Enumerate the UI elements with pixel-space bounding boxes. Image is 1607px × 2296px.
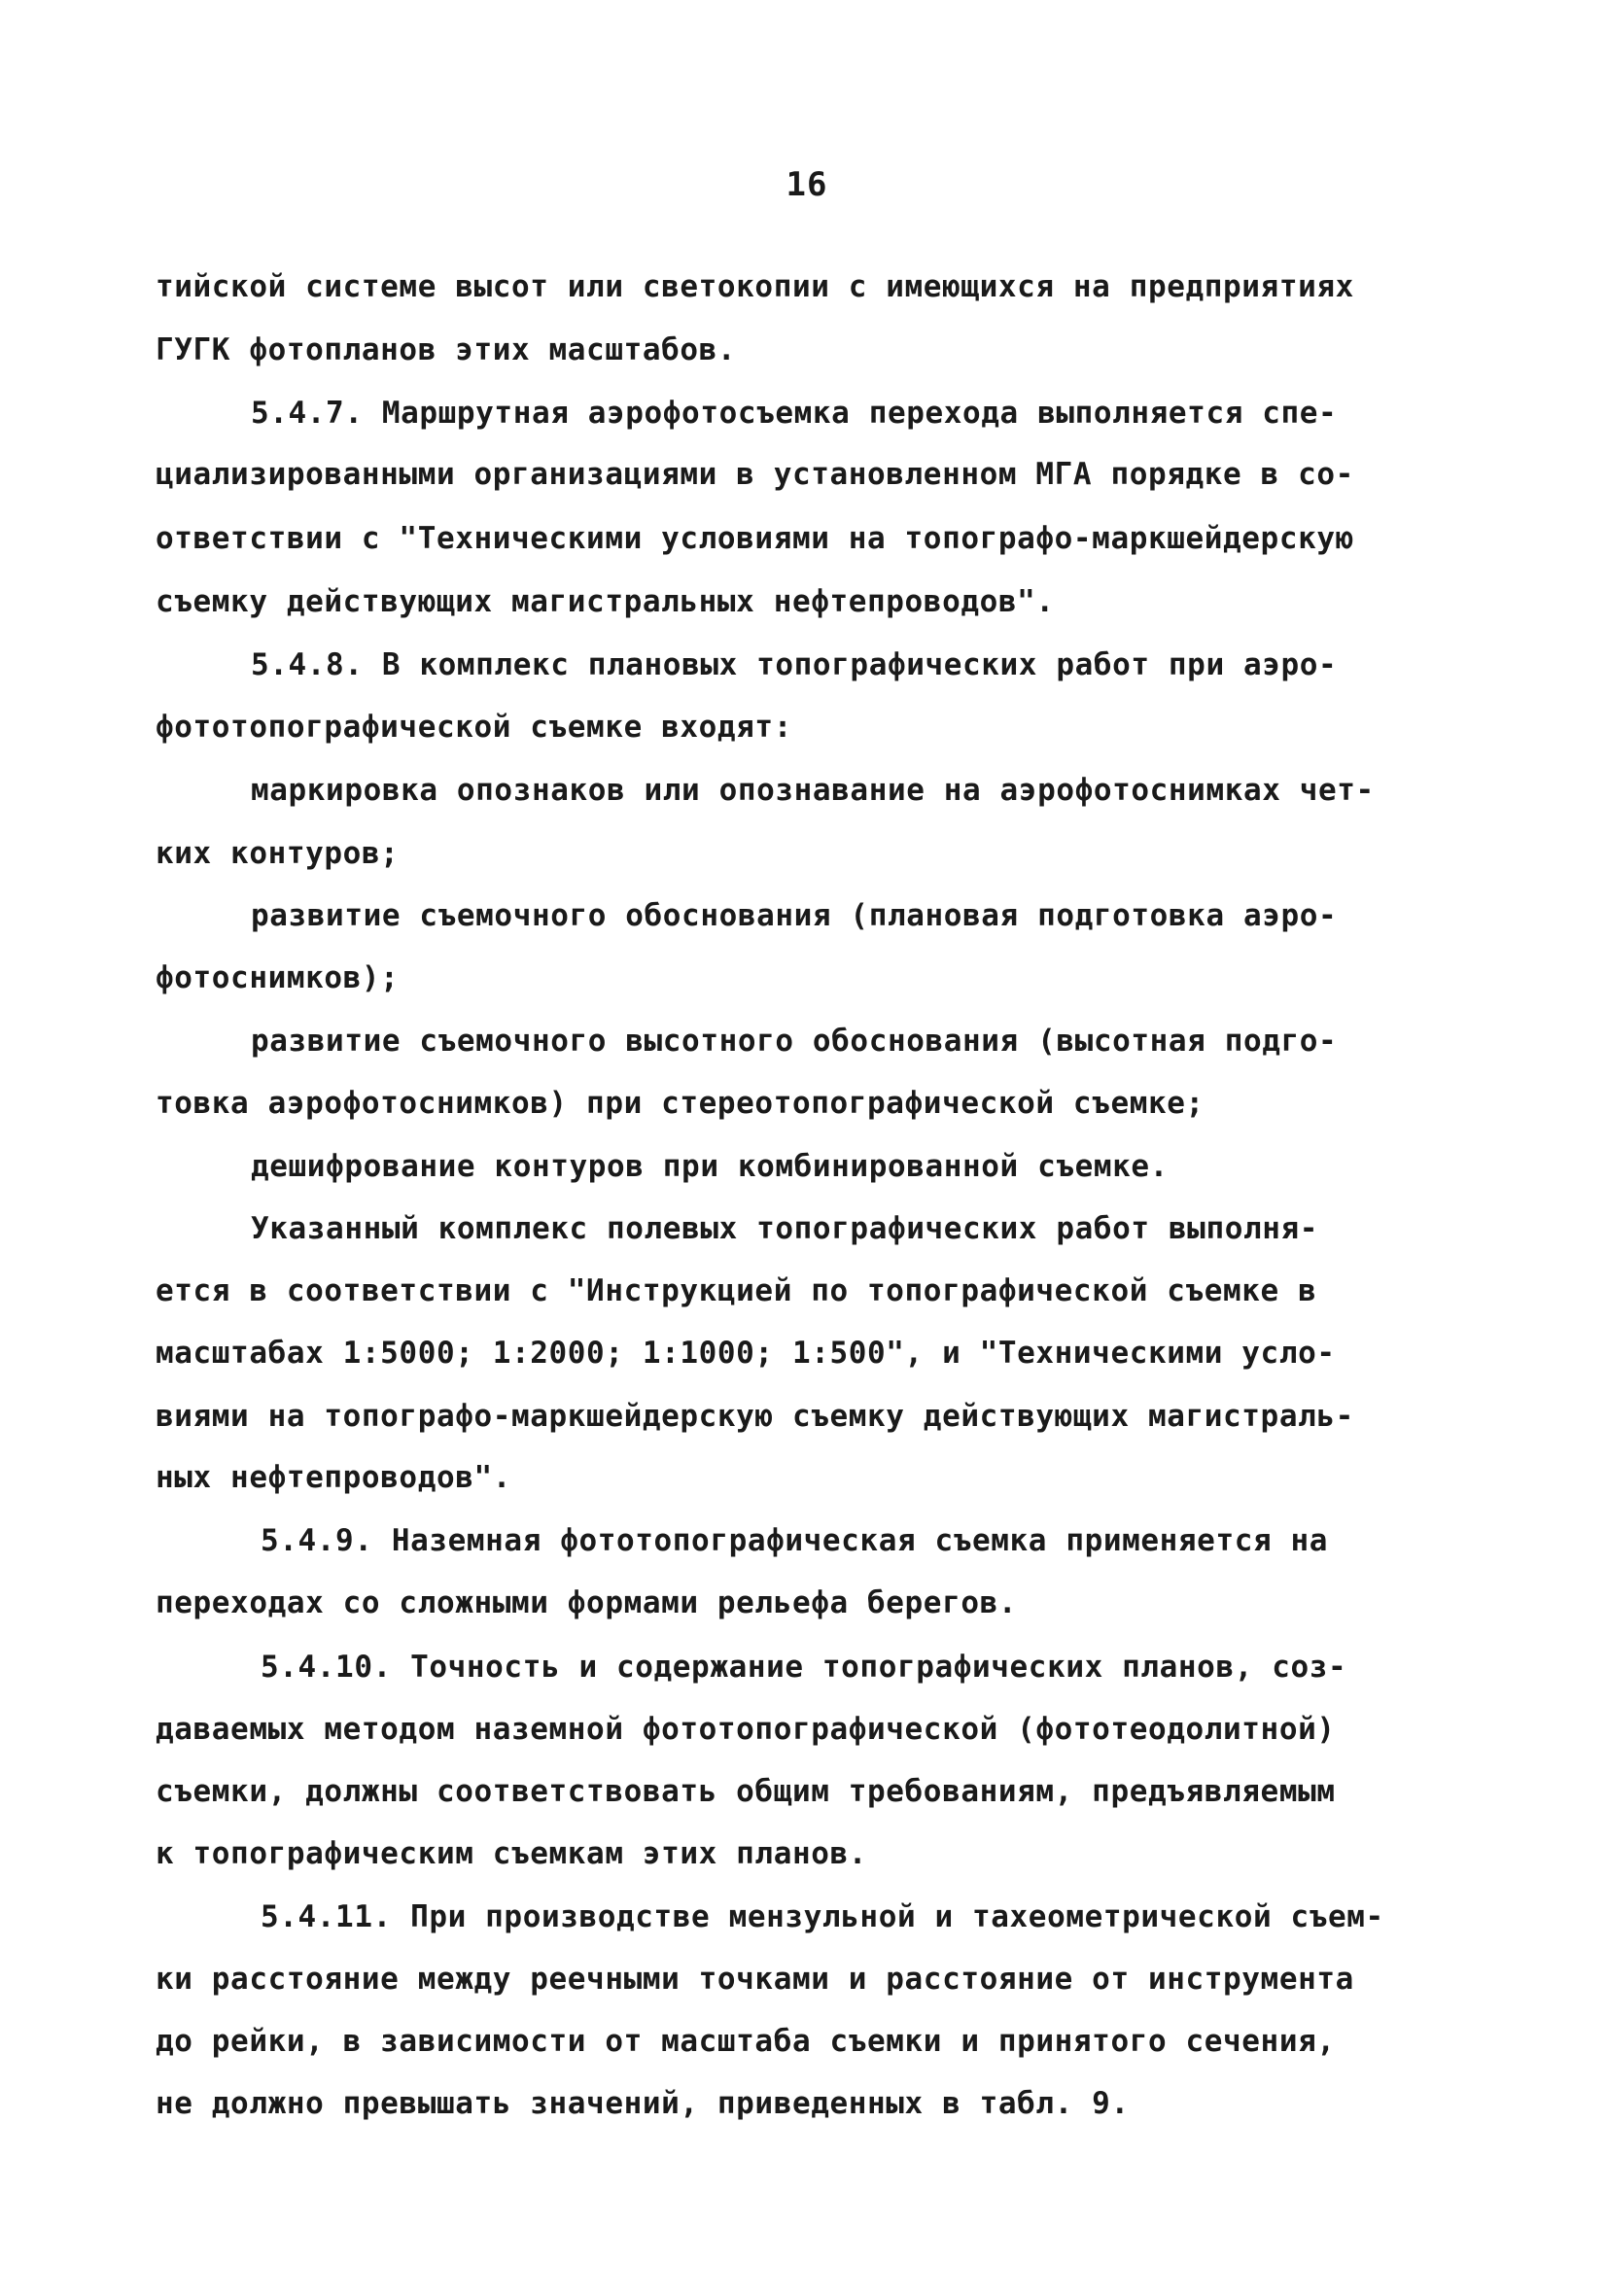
text-line: тийской системе высот или светокопии с имеющихся на предприятиях: [156, 269, 1354, 304]
text-line: до рейки, в зависимости от масштаба съемки и принятого сечения,: [156, 2024, 1336, 2059]
text-line: ких контуров;: [156, 836, 400, 871]
list-item-start: развитие съемочного высотного обоснования (высотная подго-: [251, 1024, 1338, 1059]
text-line: переходах со сложными формами рельефа берегов.: [156, 1585, 1018, 1620]
text-line: ных нефтепроводов".: [156, 1460, 512, 1495]
text-line: масштабах 1:5000; 1:2000; 1:1000; 1:500", и "Техническими усло-: [156, 1336, 1336, 1371]
list-item-start: маркировка опознаков или опознавание на аэрофотоснимках чет-: [251, 773, 1375, 808]
paragraph-start-5-4-10: 5.4.10. Точность и содержание топографических планов, соз-: [261, 1650, 1347, 1685]
paragraph-start: Указанный комплекс полевых топографических работ выполня-: [251, 1211, 1319, 1246]
text-line: виями на топографо-маркшейдерскую съемку действующих магистраль-: [156, 1399, 1354, 1434]
paragraph-start-5-4-8: 5.4.8. В комплекс плановых топографических работ при аэро-: [251, 647, 1338, 682]
text-line: даваемых методом наземной фототопографической (фототеодолитной): [156, 1712, 1336, 1747]
list-item-start: развитие съемочного обоснования (плановая подготовка аэро-: [251, 898, 1338, 933]
text-line: съемку действующих магистральных нефтепроводов".: [156, 584, 1055, 619]
paragraph-start-5-4-11: 5.4.11. При производстве мензульной и тахеометрической съем-: [261, 1899, 1384, 1934]
text-line: циализированными организациями в установленном МГА порядке в со-: [156, 457, 1354, 492]
text-line: фотоснимков);: [156, 960, 400, 995]
list-item-start: дешифрование контуров при комбинированной съемке.: [251, 1149, 1169, 1184]
paragraph-start-5-4-7: 5.4.7. Маршрутная аэрофотосъемка перехода выполняется спе-: [251, 396, 1338, 431]
text-line: ки расстояние между реечными точками и расстояние от инструмента: [156, 1962, 1354, 1997]
paragraph-start-5-4-9: 5.4.9. Наземная фототопографическая съемка применяется на: [261, 1523, 1329, 1558]
text-line: фототопографической съемке входят:: [156, 710, 792, 745]
page-number: 16: [786, 165, 828, 204]
text-line: съемки, должны соответствовать общим требованиям, предъявляемым: [156, 1774, 1336, 1809]
text-line: товка аэрофотоснимков) при стереотопографической съемке;: [156, 1086, 1205, 1121]
text-line: ГУГК фотопланов этих масштабов.: [156, 332, 737, 367]
text-line: ется в соответствии с "Инструкцией по топографической съемке в: [156, 1273, 1317, 1308]
text-line: не должно превышать значений, приведенных в табл. 9.: [156, 2086, 1130, 2121]
text-line: ответствии с "Техническими условиями на топографо-маркшейдерскую: [156, 521, 1354, 556]
text-line: к топографическим съемкам этих планов.: [156, 1836, 868, 1871]
